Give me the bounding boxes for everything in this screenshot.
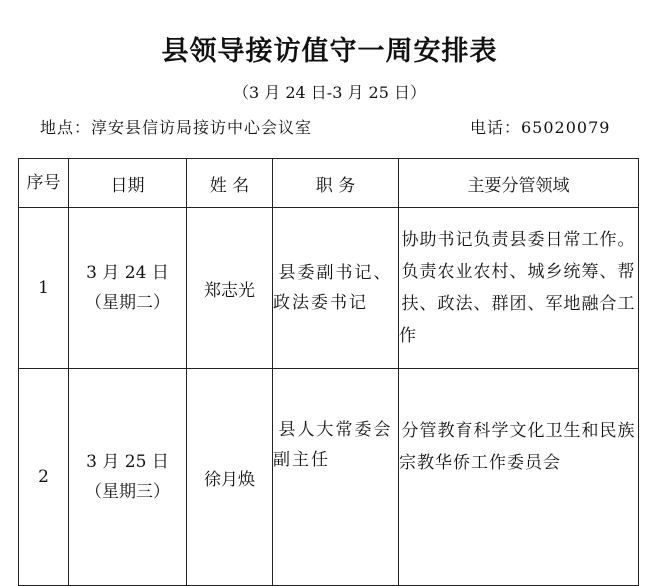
row-date: 3 月 24 日 — [86, 263, 169, 283]
row-no: 2 — [19, 369, 69, 586]
row-name: 郑志光 — [187, 208, 273, 369]
row-date-cell — [69, 369, 187, 586]
page-title: 县领导接访值守一周安排表 — [161, 36, 498, 67]
row-position: 县委副书记、政法委书记 — [273, 208, 399, 369]
header-area: 主要分管领域 — [399, 159, 639, 208]
row-position: 县人大常委会副主任 — [273, 369, 399, 586]
row-date-cell — [69, 208, 187, 369]
header-name: 姓 名 — [187, 159, 273, 208]
header-title: 职 务 — [273, 159, 399, 208]
table-row — [19, 208, 639, 369]
header-date: 日期 — [69, 159, 187, 208]
row-responsibility: 分管教育科学文化卫生和民族宗教华侨工作委员会 — [399, 369, 639, 586]
row-responsibility: 协助书记负责县委日常工作。负责农业农村、城乡统筹、帮扶、政法、群团、军地融合工作 — [399, 208, 639, 369]
row-weekday: （星期三） — [85, 482, 170, 502]
row-no: 1 — [19, 208, 69, 369]
row-weekday: （星期二） — [85, 293, 170, 313]
row-date: 3 月 25 日 — [86, 452, 169, 472]
date-range-subtitle: （3 月 24 日-3 月 25 日） — [232, 83, 426, 102]
location-text: 地点：淳安县信访局接访中心会议室 — [40, 118, 313, 137]
phone-text: 电话：65020079 — [470, 118, 611, 137]
row-name: 徐月焕 — [187, 369, 273, 586]
table-header-row — [19, 159, 639, 208]
schedule-table — [18, 158, 639, 586]
header-no: 序号 — [19, 159, 69, 208]
table-row — [19, 369, 639, 586]
